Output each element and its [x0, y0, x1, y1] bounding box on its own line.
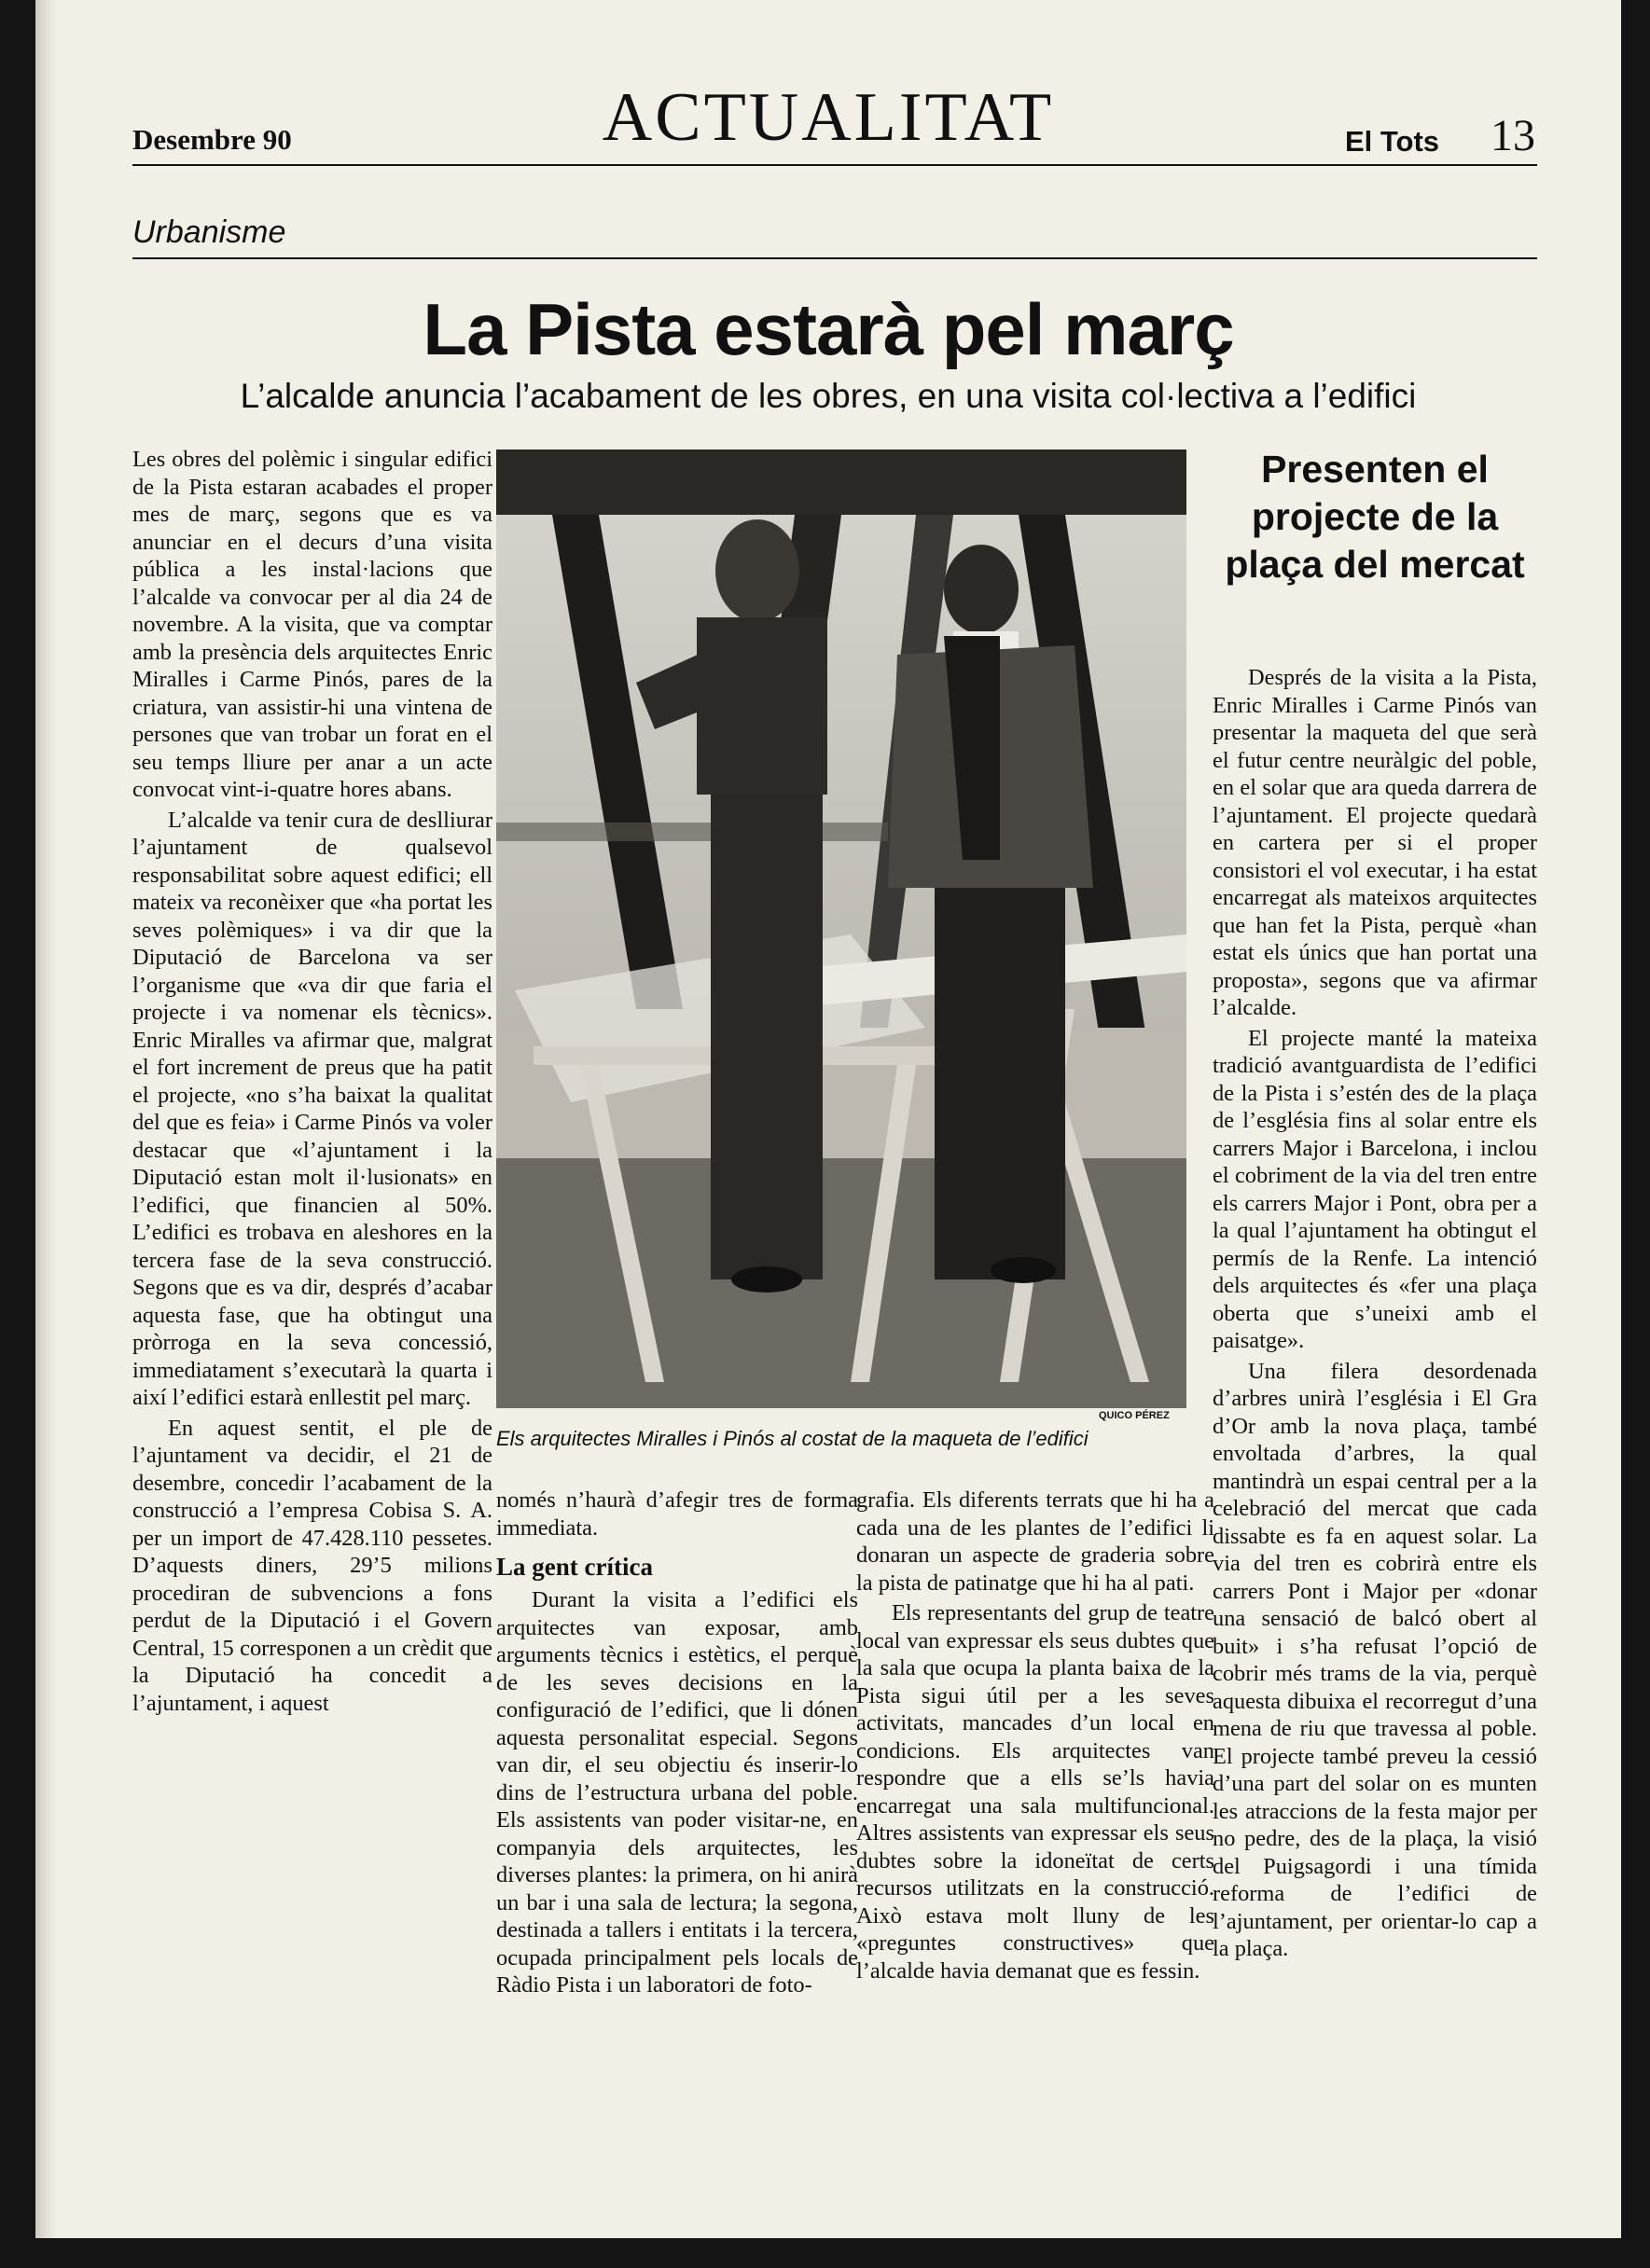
sidebar-column — [1213, 664, 1537, 1963]
paragraph: Una filera desordenada d’arbres unirà l’església i El Gra d’Or amb la nova plaça, també envoltada d’arbres, la qual mantindrà un espai central per a la celebració del mercat que cada dissabte es fa en aquest solar. La via del tren es cobrirà entre els carrers Pont i Major per «donar una sensació de balcó obert al buit» i s’ha refusat l’opció de cobrir més trams de la via, perquè aquesta dibuixa el recorregut d’una mena de riu que travessa al poble. El projecte també preveu la cessió d’una part del solar on es munten les atraccions de la festa major per no pedre, des de la plaça, la visió del Puigsagordi i una tímida reforma de l’edifici de l’ajuntament, per orientar-lo cap a la plaça. — [1213, 1358, 1537, 1961]
article-column-2 — [496, 1487, 858, 1999]
page-number: 13 — [1491, 111, 1535, 160]
sidebar-headline: Presenten el projecte de la plaça del mercat — [1225, 448, 1525, 586]
article-subtitle: La gent crítica — [496, 1553, 653, 1581]
masthead-rule — [132, 164, 1537, 166]
section-rule — [132, 257, 1537, 259]
paragraph: L’alcalde va tenir cura de deslliurar l’ajuntament de qualsevol responsabilitat sobre aquest edifici; ell mateix va reconèixer que «ha portat les seves polèmiques» i va dir que la Diputació de Barcelona va ser l’organisme que «va dir que faria el projecte i va nomenar els tècnics». Enric Miralles va afirmar que, malgrat el fort increment de preus que ha patit el projecte, «no s’ha baixat la qualitat del que es feia» i Carme Pinós va voler destacar que «l’ajuntament i la Diputació estan molt il·lusionats» en l’edifici, que financien al 50%. L’edifici es trobava en aleshores en la tercera fase de la seva construcció. Segons que es va dir, després d’acabar aquesta fase, que ha obtingut una pròrroga en la seva concessió, immediatament s’executarà la quarta i així l’edifici estarà enllestit pel març. — [132, 807, 492, 1410]
newspaper-page — [35, 0, 1621, 2238]
section-label: Urbanisme — [132, 214, 286, 250]
article-column-3 — [856, 1487, 1214, 1984]
article-headline: La Pista estarà pel març — [423, 288, 1234, 370]
photo-caption: Els arquitectes Miralles i Pinós al costat de la maqueta de l’edifici — [496, 1427, 1088, 1450]
masthead-publication: El Tots — [1345, 125, 1440, 158]
paragraph: Després de la visita a la Pista, Enric Miralles i Carme Pinós van presentar la maqueta del que serà el futur centre neuràlgic del poble, en el solar que ara queda darrera de l’ajuntament. El projecte quedarà en cartera per si el proper consistori el vol executar, i ha estat encarregat als mateixos arquitectes que han fet la Pista, perquè «han estat els únics que han portat una proposta», segons que va afirmar l’alcalde. — [1213, 665, 1537, 1020]
article-subheadline: L’alcalde anuncia l’acabament de les obres, en una visita col·lectiva a l’edifici — [240, 377, 1417, 415]
paragraph: El projecte manté la mateixa tradició avantguardista de l’edifici de la Pista i s’estén des de la plaça de l’església fins al solar entre els carrers Major i Barcelona, i inclou el cobriment de la via del tren entre els carrers Major i Pont, obra per a la qual l’ajuntament ha obtingut el permís de la Renfe. La intenció dels arquitectes és «fer una plaça oberta que s’uneixi amb el paisatge». — [1213, 1025, 1537, 1353]
paragraph: Les obres del polèmic i singular edifici de la Pista estaran acabades el proper mes de març, segons que es va anunciar en el decurs d’una visita pública a les instal·lacions que l’alcalde va convocar per al dia 24 de novembre. A la visita, que va comptar amb la presència dels arquitectes Enric Miralles i Carme Pinós, pares de la criatura, van assistir-hi una vintena de persones que van trobar un forat en el seu temps lliure per anar a un acte convocat vint-i-quatre hores abans. — [132, 447, 492, 802]
paragraph: En aquest sentit, el ple de l’ajuntament va decidir, el 21 de desembre, concedir l’acabament de la construcció a l’empresa Cobisa S. A. per un import de 47.428.110 pessetes. D’aquests diners, 29’5 milions procediran de subvencions a fons perdut de la Diputació i el Govern Central, 15 corresponen a un crèdit que la Diputació ha concedit a l’ajuntament, i aquest — [132, 1415, 492, 1716]
article-photo — [496, 449, 1186, 1408]
architects-photo-illustration — [496, 449, 1186, 1408]
masthead-section-title: ACTUALITAT — [602, 79, 1055, 156]
paragraph: Durant la visita a l’edifici els arquitectes van exposar, amb arguments tècnics i estètics, el perquè de les seves decisions en la configuració de l’edifici, que li dónen aquesta personalitat especial. Segons van dir, el seu objectiu és inserir-lo dins de l’estructura urbana del poble. Els assistents van poder visitar-ne, en companyia dels arquitectes, les diverses plantes: la primera, on hi anirà un bar i una sala de lectura; la segona, destinada a tallers i entitats i la tercera, ocupada principalment pels locals de Ràdio Pista i un laboratori de foto- — [496, 1587, 858, 1998]
paragraph: només n’haurà d’afegir tres de forma immediata. — [496, 1487, 858, 1541]
article-column-1 — [132, 446, 492, 1717]
masthead-date: Desembre 90 — [132, 123, 292, 156]
paragraph: Els representants del grup de teatre local van expressar els seus dubtes que la sala que ocupa la planta baixa de la Pista sigui útil per a les seves activitats, mancades d’un local en condicions. Els arquitectes van respondre que a ells se’ls havia encarregat una sala multifuncional. Altres assistents van expressar els seus dubtes sobre la idoneïtat de certs recursos utilitzats en la construcció. Això estava molt lluny de les «preguntes constructives» que l’alcalde havia demanat que es fessin. — [856, 1600, 1214, 1984]
photo-credit: QUICO PÉREZ — [1099, 1410, 1170, 1421]
paragraph: grafia. Els diferents terrats que hi ha a cada una de les plantes de l’edifici li donaran un aspecte de graderia sobre la pista de patinatge que hi ha al pati. — [856, 1487, 1214, 1596]
